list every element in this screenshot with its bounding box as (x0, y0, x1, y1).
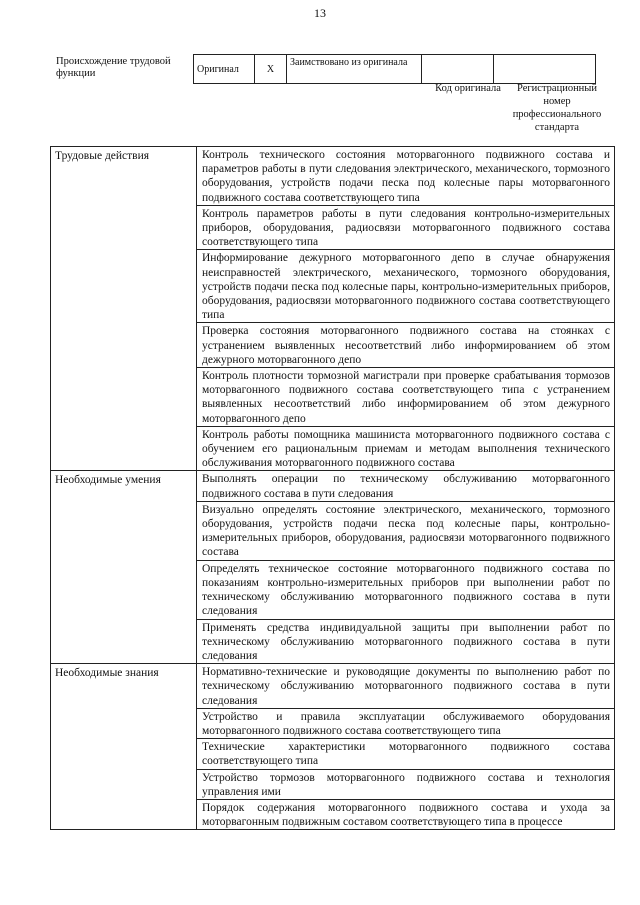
origin-label: Происхождение трудовой функции (56, 56, 171, 79)
section-item: Устройство тормозов моторвагонного подвижного состава и технология управления ими (197, 769, 615, 799)
work-function-table (50, 146, 615, 830)
section-item: Информирование дежурного моторвагонного депо в случае обнаружения неисправностей электрического, механического, тормозного оборудования, устройств подачи песка под колесные пары, контрольно-измерительных приборов, оборудования, радиосвязи моторвагонного подвижного состава соответствующего типа (197, 250, 615, 323)
section-item: Выполнять операции по техническому обслуживанию моторвагонного подвижного состава в пути следования (197, 471, 615, 501)
section-title: Необходимые знания (51, 664, 197, 830)
section-item: Нормативно-технические и руководящие документы по выполнению работ по техническому обслуживанию моторвагонного подвижного состава в пути следования (197, 664, 615, 709)
table-row (51, 147, 615, 206)
section-title: Трудовые действия (51, 147, 197, 471)
section-item: Контроль работы помощника машиниста моторвагонного подвижного состава с обучением его рациональным приемам и методам выполнения технического обслуживания моторвагонного подвижного состава (197, 426, 615, 471)
section-item: Визуально определять состояние электрического, механического, тормозного оборудования, устройств подачи песка под колесные пары, контрольно-измерительных приборов, оборудования, радиосвязи моторвагонного подвижного состава (197, 501, 615, 560)
original-cell: Оригинал (194, 55, 255, 84)
section-item: Определять техническое состояние моторвагонного подвижного состава по показаниям контрольно-измерительных приборов при выполнении работ по техническому обслуживанию моторвагонного подвижного состава в пути следования (197, 560, 615, 619)
page-number: 13 (314, 6, 326, 20)
section-item: Контроль плотности тормозной магистрали при проверке срабатывания тормозов моторвагонного подвижного состава соответствующего типа с устранением выявленных несоответствий либо информированием об этом дежурного моторвагонного депо (197, 368, 615, 427)
table-row (51, 471, 615, 501)
section-title: Необходимые умения (51, 471, 197, 664)
reg-number-cell (494, 55, 596, 84)
code-caption: Код оригинала (435, 83, 501, 94)
section-item: Контроль параметров работы в пути следования контрольно-измерительных приборов, оборудования, радиосвязи моторвагонного подвижного состава соответствующего типа (197, 205, 615, 250)
table-row (51, 664, 615, 709)
section-item: Контроль технического состояния моторвагонного подвижного состава и параметров работы в пути следования электрического, механического, тормозного оборудования, устройств подачи песка под колесные пары моторвагонного подвижного состава соответствующего типа (197, 147, 615, 206)
code-cell (422, 55, 494, 84)
original-mark: X (255, 55, 287, 84)
origin-table (193, 54, 596, 84)
section-item: Технические характеристики моторвагонного подвижного состава соответствующего типа (197, 739, 615, 769)
section-item: Устройство и правила эксплуатации обслуживаемого оборудования моторвагонного подвижного состава соответствующего типа (197, 708, 615, 738)
section-item: Проверка состояния моторвагонного подвижного состава на стоянках с устранением выявленных несоответствий либо информированием об этом дежурного моторвагонного депо (197, 323, 615, 368)
section-item: Применять средства индивидуальной защиты при выполнении работ по техническому обслуживанию моторвагонного подвижного состава в пути следования (197, 619, 615, 664)
borrowed-cell: Заимствовано из оригинала (287, 55, 422, 84)
reg-number-caption: Регистрационный номер профессионального стандарта (512, 83, 602, 133)
section-item: Порядок содержания моторвагонного подвижного состава и ухода за моторвагонным подвижным составом соответствующего типа в процессе (197, 799, 615, 829)
